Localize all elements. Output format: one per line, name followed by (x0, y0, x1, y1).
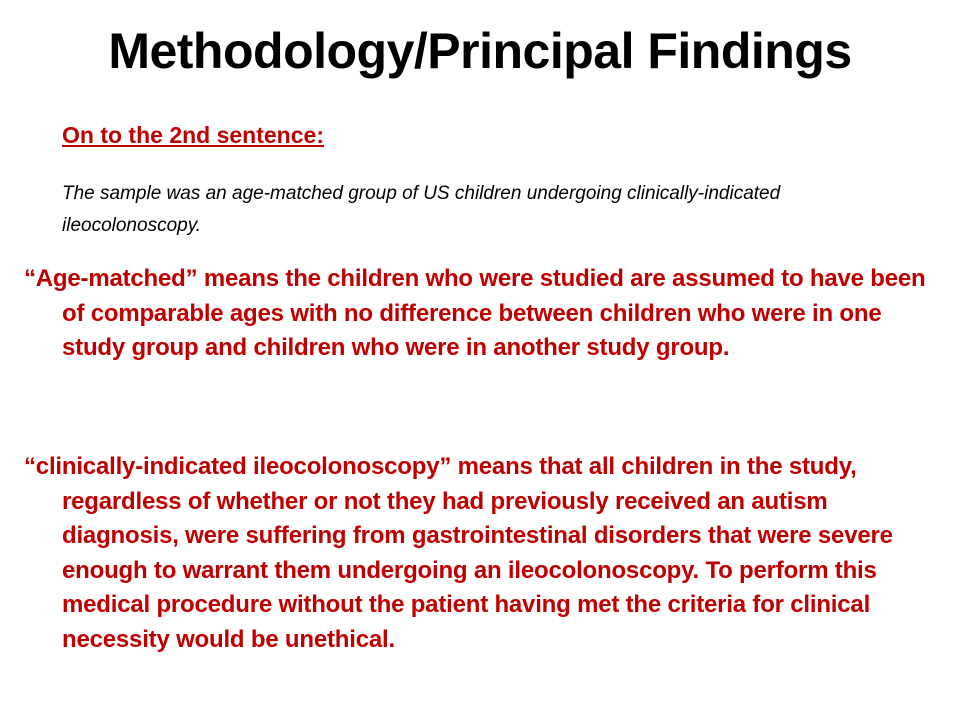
explanation-clinically-indicated: “clinically-indicated ileocolonoscopy” means that all children in the study, regardless of whether or not they had previously received an autism diagnosis, were suffering from gastrointestinal disorders that were severe enough to warrant them undergoing an ileocolonoscopy. To perform this medical procedure without the patient having met the criteria for clinical necessity would be unethical. (24, 453, 893, 653)
explanation-age-matched: “Age-matched” means the children who were studied are assumed to have been of comparable ages with no difference between children who were in one study group and children who were in another study group. (24, 265, 926, 361)
slide-title: Methodology/Principal Findings (108, 23, 852, 79)
subheading: On to the 2nd sentence: (62, 122, 324, 148)
quoted-sentence: The sample was an age-matched group of US children undergoing clinically-indicated ileocolonoscopy. (62, 183, 781, 236)
